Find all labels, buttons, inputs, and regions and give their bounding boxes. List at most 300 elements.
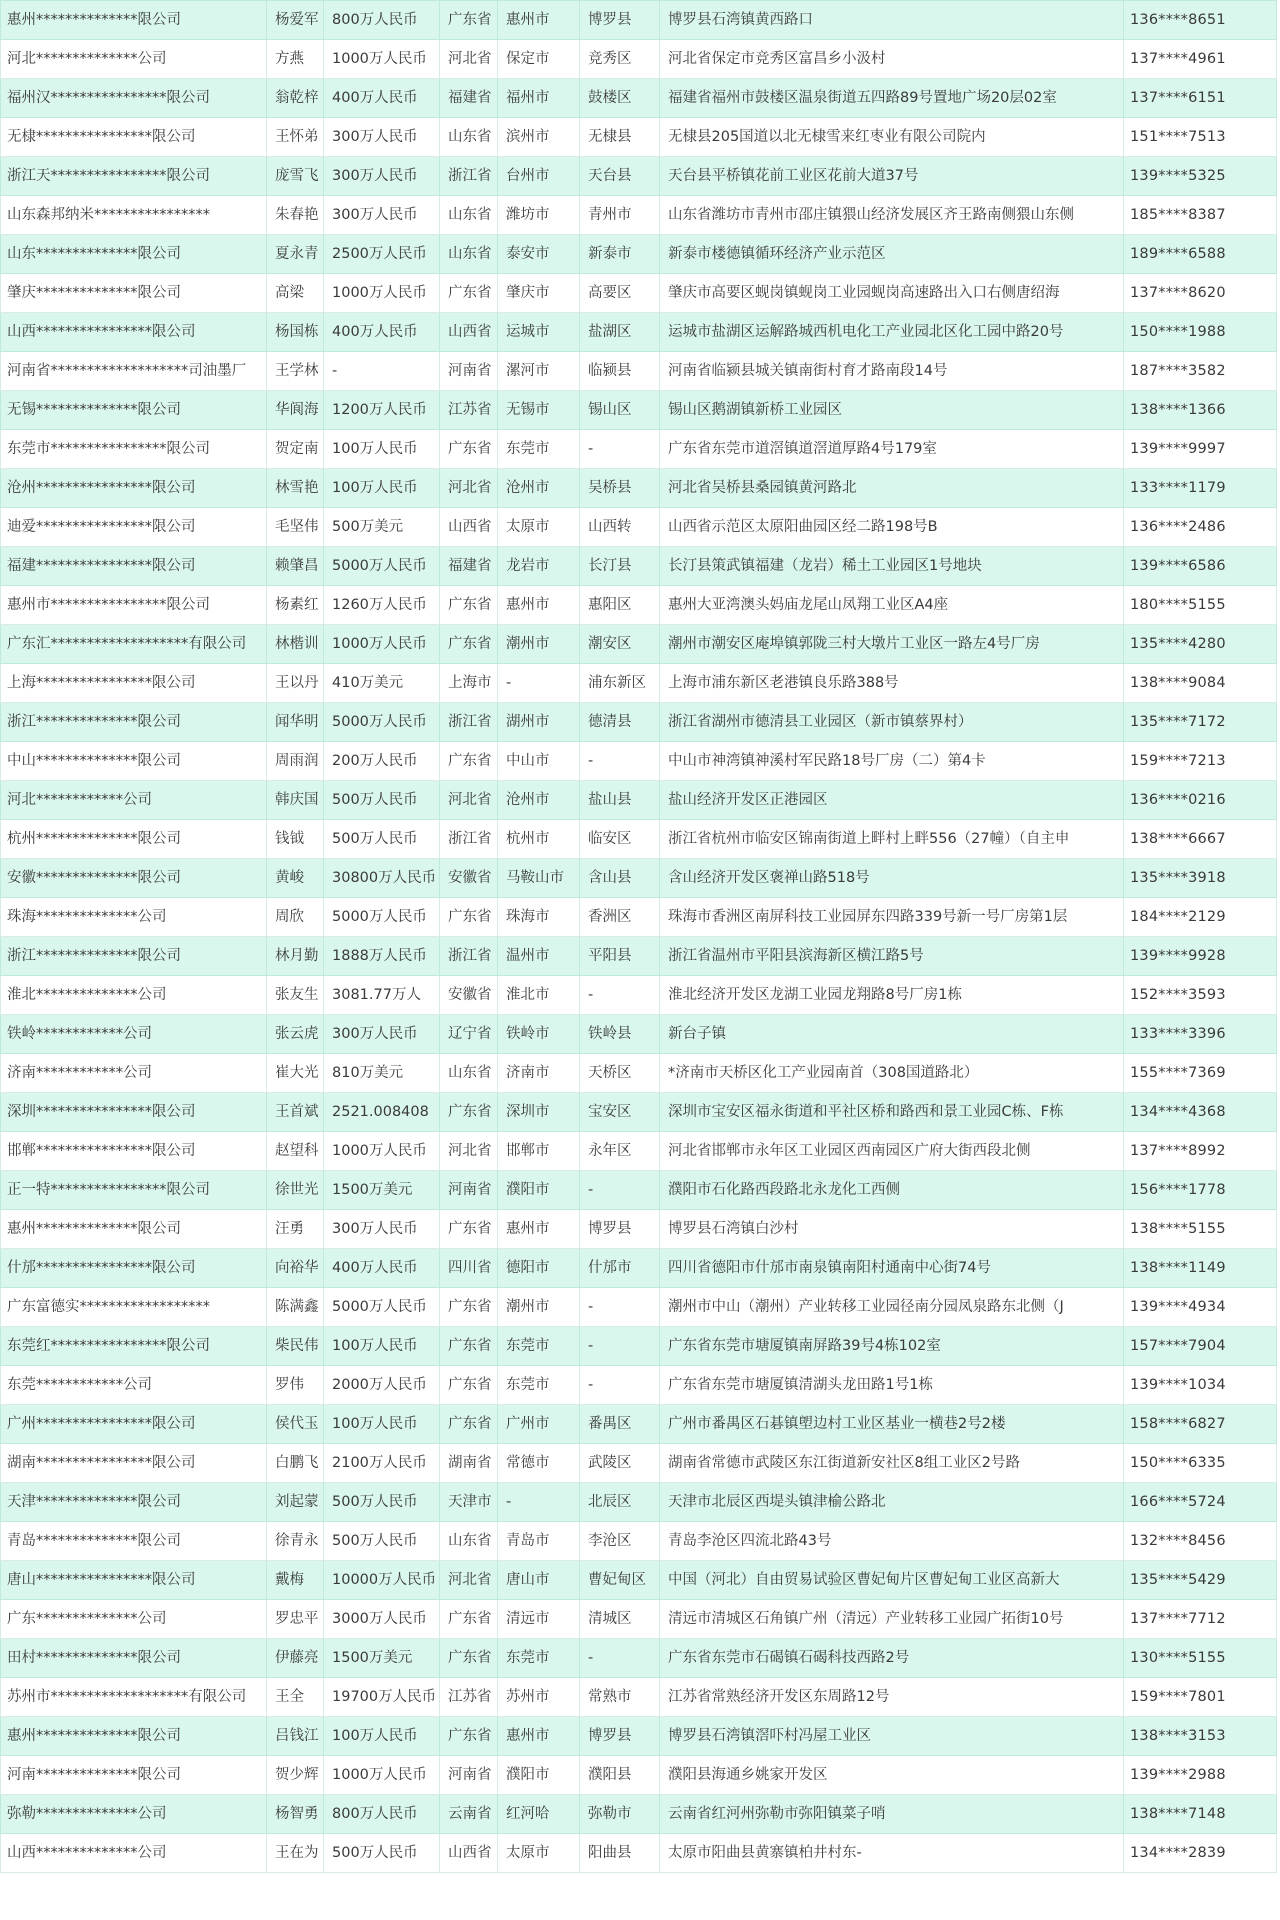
table-row[interactable] xyxy=(1,1834,1277,1873)
table-row[interactable] xyxy=(1,937,1277,976)
province-cell: 河北省 xyxy=(440,781,498,820)
address-cell: 珠海市香洲区南屏科技工业园屏东四路339号新一号厂房第1层 xyxy=(660,898,1124,937)
city-cell: 东莞市 xyxy=(498,430,580,469)
city-cell: 苏州市 xyxy=(498,1678,580,1717)
province-cell: 江苏省 xyxy=(440,391,498,430)
registered-capital-cell: 400万人民币 xyxy=(324,1249,440,1288)
phone-cell: 152****3593 xyxy=(1124,976,1277,1015)
district-cell: 宝安区 xyxy=(580,1093,660,1132)
company-name-cell: 湖南****************限公司 xyxy=(1,1444,267,1483)
company-name-cell: 中山**************限公司 xyxy=(1,742,267,781)
address-cell: 清远市清城区石角镇广州（清远）产业转移工业园广拓街10号 xyxy=(660,1600,1124,1639)
address-cell: 中国（河北）自由贸易试验区曹妃甸片区曹妃甸工业区高新大 xyxy=(660,1561,1124,1600)
province-cell: 广东省 xyxy=(440,1405,498,1444)
table-row[interactable] xyxy=(1,40,1277,79)
phone-cell: 150****1988 xyxy=(1124,313,1277,352)
table-row[interactable] xyxy=(1,196,1277,235)
phone-cell: 139****2988 xyxy=(1124,1756,1277,1795)
district-cell: 香洲区 xyxy=(580,898,660,937)
city-cell: 潮州市 xyxy=(498,625,580,664)
city-cell: 沧州市 xyxy=(498,781,580,820)
district-cell: - xyxy=(580,976,660,1015)
legal-person-cell: 韩庆国 xyxy=(267,781,324,820)
table-row[interactable] xyxy=(1,391,1277,430)
company-name-cell: 山东森邦纳米**************** xyxy=(1,196,267,235)
registered-capital-cell: 5000万人民币 xyxy=(324,898,440,937)
phone-cell: 137****4961 xyxy=(1124,40,1277,79)
legal-person-cell: 徐世光 xyxy=(267,1171,324,1210)
address-cell: 深圳市宝安区福永街道和平社区桥和路西和景工业园C栋、F栋 xyxy=(660,1093,1124,1132)
province-cell: 河北省 xyxy=(440,1132,498,1171)
registered-capital-cell: 1000万人民币 xyxy=(324,40,440,79)
city-cell: 珠海市 xyxy=(498,898,580,937)
table-row[interactable] xyxy=(1,1444,1277,1483)
legal-person-cell: 王在为 xyxy=(267,1834,324,1873)
table-row[interactable] xyxy=(1,1522,1277,1561)
company-name-cell: 铁岭************公司 xyxy=(1,1015,267,1054)
table-row[interactable] xyxy=(1,1366,1277,1405)
address-cell: 长汀县策武镇福建（龙岩）稀土工业园区1号地块 xyxy=(660,547,1124,586)
phone-cell: 135****4280 xyxy=(1124,625,1277,664)
table-row[interactable] xyxy=(1,1093,1277,1132)
address-cell: 淮北经济开发区龙湖工业园龙翔路8号厂房1栋 xyxy=(660,976,1124,1015)
phone-cell: 150****6335 xyxy=(1124,1444,1277,1483)
district-cell: 惠阳区 xyxy=(580,586,660,625)
table-row[interactable] xyxy=(1,703,1277,742)
table-row[interactable] xyxy=(1,1,1277,40)
address-cell: 含山经济开发区褒禅山路518号 xyxy=(660,859,1124,898)
city-cell: 东莞市 xyxy=(498,1327,580,1366)
company-name-cell: 东莞市****************限公司 xyxy=(1,430,267,469)
province-cell: 山东省 xyxy=(440,1054,498,1093)
district-cell: 新泰市 xyxy=(580,235,660,274)
city-cell: 东莞市 xyxy=(498,1366,580,1405)
legal-person-cell: 周雨润 xyxy=(267,742,324,781)
registered-capital-cell: 300万人民币 xyxy=(324,196,440,235)
table-row[interactable] xyxy=(1,79,1277,118)
registered-capital-cell: 5000万人民币 xyxy=(324,703,440,742)
phone-cell: 133****3396 xyxy=(1124,1015,1277,1054)
company-name-cell: 无棣****************限公司 xyxy=(1,118,267,157)
registered-capital-cell: 19700万人民币 xyxy=(324,1678,440,1717)
table-row[interactable] xyxy=(1,547,1277,586)
legal-person-cell: 林雪艳 xyxy=(267,469,324,508)
legal-person-cell: 吕钱江 xyxy=(267,1717,324,1756)
city-cell: 常德市 xyxy=(498,1444,580,1483)
phone-cell: 156****1778 xyxy=(1124,1171,1277,1210)
district-cell: 博罗县 xyxy=(580,1717,660,1756)
table-row[interactable] xyxy=(1,1288,1277,1327)
phone-cell: 185****8387 xyxy=(1124,196,1277,235)
company-name-cell: 河北************公司 xyxy=(1,781,267,820)
table-row[interactable] xyxy=(1,430,1277,469)
company-name-cell: 无锡**************限公司 xyxy=(1,391,267,430)
city-cell: 太原市 xyxy=(498,508,580,547)
district-cell: - xyxy=(580,1327,660,1366)
table-row[interactable] xyxy=(1,352,1277,391)
legal-person-cell: 华阆海 xyxy=(267,391,324,430)
province-cell: 广东省 xyxy=(440,1327,498,1366)
company-name-cell: 惠州**************限公司 xyxy=(1,1210,267,1249)
legal-person-cell: 夏永青 xyxy=(267,235,324,274)
phone-cell: 138****1149 xyxy=(1124,1249,1277,1288)
legal-person-cell: 王学林 xyxy=(267,352,324,391)
company-name-cell: 广东富德实****************** xyxy=(1,1288,267,1327)
phone-cell: 139****4934 xyxy=(1124,1288,1277,1327)
table-row[interactable] xyxy=(1,1405,1277,1444)
company-name-cell: 淮北**************公司 xyxy=(1,976,267,1015)
city-cell: 惠州市 xyxy=(498,1717,580,1756)
district-cell: 德清县 xyxy=(580,703,660,742)
company-name-cell: 东莞************公司 xyxy=(1,1366,267,1405)
table-row[interactable] xyxy=(1,508,1277,547)
district-cell: 天台县 xyxy=(580,157,660,196)
city-cell: 台州市 xyxy=(498,157,580,196)
province-cell: 河南省 xyxy=(440,1171,498,1210)
table-row[interactable] xyxy=(1,157,1277,196)
legal-person-cell: 方燕 xyxy=(267,40,324,79)
legal-person-cell: 罗忠平 xyxy=(267,1600,324,1639)
company-name-cell: 广州****************限公司 xyxy=(1,1405,267,1444)
table-row[interactable] xyxy=(1,820,1277,859)
registered-capital-cell: 10000万人民币 xyxy=(324,1561,440,1600)
registered-capital-cell: 3000万人民币 xyxy=(324,1600,440,1639)
province-cell: 辽宁省 xyxy=(440,1015,498,1054)
table-row[interactable] xyxy=(1,1483,1277,1522)
district-cell: 平阳县 xyxy=(580,937,660,976)
company-name-cell: 青岛**************限公司 xyxy=(1,1522,267,1561)
table-row[interactable] xyxy=(1,859,1277,898)
registered-capital-cell: - xyxy=(324,352,440,391)
registered-capital-cell: 1000万人民币 xyxy=(324,1132,440,1171)
table-row[interactable] xyxy=(1,1756,1277,1795)
legal-person-cell: 周欣 xyxy=(267,898,324,937)
city-cell: 太原市 xyxy=(498,1834,580,1873)
district-cell: 天桥区 xyxy=(580,1054,660,1093)
city-cell: - xyxy=(498,1483,580,1522)
district-cell: 竞秀区 xyxy=(580,40,660,79)
phone-cell: 151****7513 xyxy=(1124,118,1277,157)
city-cell: 濮阳市 xyxy=(498,1756,580,1795)
address-cell: 广州市番禺区石碁镇塱边村工业区基业一横巷2号2楼 xyxy=(660,1405,1124,1444)
district-cell: 铁岭县 xyxy=(580,1015,660,1054)
province-cell: 山东省 xyxy=(440,1522,498,1561)
table-row[interactable] xyxy=(1,1171,1277,1210)
city-cell: 无锡市 xyxy=(498,391,580,430)
district-cell: 含山县 xyxy=(580,859,660,898)
province-cell: 广东省 xyxy=(440,898,498,937)
company-name-cell: 唐山****************限公司 xyxy=(1,1561,267,1600)
phone-cell: 138****3153 xyxy=(1124,1717,1277,1756)
registered-capital-cell: 300万人民币 xyxy=(324,157,440,196)
company-name-cell: 河南省*******************司油墨厂 xyxy=(1,352,267,391)
table-row[interactable] xyxy=(1,664,1277,703)
city-cell: 邯郸市 xyxy=(498,1132,580,1171)
legal-person-cell: 赖肇昌 xyxy=(267,547,324,586)
address-cell: 福建省福州市鼓楼区温泉街道五四路89号置地广场20层02室 xyxy=(660,79,1124,118)
legal-person-cell: 侯代玉 xyxy=(267,1405,324,1444)
registered-capital-cell: 2100万人民币 xyxy=(324,1444,440,1483)
province-cell: 广东省 xyxy=(440,1639,498,1678)
table-row[interactable] xyxy=(1,313,1277,352)
district-cell: 北辰区 xyxy=(580,1483,660,1522)
district-cell: 什邡市 xyxy=(580,1249,660,1288)
district-cell: 锡山区 xyxy=(580,391,660,430)
company-name-cell: 正一特****************限公司 xyxy=(1,1171,267,1210)
city-cell: 惠州市 xyxy=(498,1,580,40)
district-cell: 常熟市 xyxy=(580,1678,660,1717)
district-cell: 浦东新区 xyxy=(580,664,660,703)
city-cell: 濮阳市 xyxy=(498,1171,580,1210)
legal-person-cell: 张友生 xyxy=(267,976,324,1015)
table-row[interactable] xyxy=(1,118,1277,157)
address-cell: 无棣县205国道以北无棣雪来红枣业有限公司院内 xyxy=(660,118,1124,157)
district-cell: - xyxy=(580,742,660,781)
legal-person-cell: 王以丹 xyxy=(267,664,324,703)
company-name-cell: 惠州**************限公司 xyxy=(1,1717,267,1756)
registered-capital-cell: 5000万人民币 xyxy=(324,1288,440,1327)
table-row[interactable] xyxy=(1,1054,1277,1093)
province-cell: 广东省 xyxy=(440,1093,498,1132)
address-cell: 山东省潍坊市青州市邵庄镇猥山经济发展区齐王路南侧猥山东侧 xyxy=(660,196,1124,235)
legal-person-cell: 林月勤 xyxy=(267,937,324,976)
city-cell: 东莞市 xyxy=(498,1639,580,1678)
registered-capital-cell: 500万人民币 xyxy=(324,1483,440,1522)
company-name-cell: 浙江**************限公司 xyxy=(1,937,267,976)
address-cell: 天津市北辰区西堤头镇津榆公路北 xyxy=(660,1483,1124,1522)
city-cell: 济南市 xyxy=(498,1054,580,1093)
legal-person-cell: 翁乾梓 xyxy=(267,79,324,118)
address-cell: 广东省东莞市道滘镇道滘道厚路4号179室 xyxy=(660,430,1124,469)
company-name-cell: 沧州****************限公司 xyxy=(1,469,267,508)
table-row[interactable] xyxy=(1,1795,1277,1834)
registered-capital-cell: 2000万人民币 xyxy=(324,1366,440,1405)
registered-capital-cell: 300万人民币 xyxy=(324,1015,440,1054)
registered-capital-cell: 2500万人民币 xyxy=(324,235,440,274)
address-cell: 濮阳县海通乡姚家开发区 xyxy=(660,1756,1124,1795)
address-cell: 江苏省常熟经济开发区东周路12号 xyxy=(660,1678,1124,1717)
city-cell: 清远市 xyxy=(498,1600,580,1639)
province-cell: 广东省 xyxy=(440,1,498,40)
table-row[interactable] xyxy=(1,1639,1277,1678)
phone-cell: 184****2129 xyxy=(1124,898,1277,937)
phone-cell: 130****5155 xyxy=(1124,1639,1277,1678)
district-cell: - xyxy=(580,1171,660,1210)
city-cell: 青岛市 xyxy=(498,1522,580,1561)
phone-cell: 134****2839 xyxy=(1124,1834,1277,1873)
registered-capital-cell: 1000万人民币 xyxy=(324,1756,440,1795)
legal-person-cell: 杨国栋 xyxy=(267,313,324,352)
address-cell: 太原市阳曲县黄寨镇柏井村东- xyxy=(660,1834,1124,1873)
company-name-cell: 天津**************限公司 xyxy=(1,1483,267,1522)
province-cell: 广东省 xyxy=(440,1717,498,1756)
district-cell: 青州市 xyxy=(580,196,660,235)
table-row[interactable] xyxy=(1,625,1277,664)
table-row[interactable] xyxy=(1,1249,1277,1288)
city-cell: 马鞍山市 xyxy=(498,859,580,898)
phone-cell: 133****1179 xyxy=(1124,469,1277,508)
registered-capital-cell: 1000万人民币 xyxy=(324,274,440,313)
phone-cell: 135****7172 xyxy=(1124,703,1277,742)
address-cell: 潮州市潮安区庵埠镇郭陇三村大墩片工业区一路左4号厂房 xyxy=(660,625,1124,664)
registered-capital-cell: 100万人民币 xyxy=(324,469,440,508)
phone-cell: 166****5724 xyxy=(1124,1483,1277,1522)
legal-person-cell: 高梁 xyxy=(267,274,324,313)
table-row[interactable] xyxy=(1,742,1277,781)
district-cell: 弥勒市 xyxy=(580,1795,660,1834)
registered-capital-cell: 100万人民币 xyxy=(324,1405,440,1444)
legal-person-cell: 白鹏飞 xyxy=(267,1444,324,1483)
city-cell: 德阳市 xyxy=(498,1249,580,1288)
legal-person-cell: 戴梅 xyxy=(267,1561,324,1600)
table-row[interactable] xyxy=(1,1561,1277,1600)
registered-capital-cell: 400万人民币 xyxy=(324,79,440,118)
city-cell: 福州市 xyxy=(498,79,580,118)
province-cell: 山西省 xyxy=(440,1834,498,1873)
table-row[interactable] xyxy=(1,1717,1277,1756)
city-cell: 温州市 xyxy=(498,937,580,976)
registered-capital-cell: 1500万美元 xyxy=(324,1171,440,1210)
district-cell: 博罗县 xyxy=(580,1210,660,1249)
province-cell: 山西省 xyxy=(440,508,498,547)
district-cell: 盐山县 xyxy=(580,781,660,820)
table-row[interactable] xyxy=(1,898,1277,937)
province-cell: 福建省 xyxy=(440,79,498,118)
company-name-cell: 肇庆**************限公司 xyxy=(1,274,267,313)
phone-cell: 137****6151 xyxy=(1124,79,1277,118)
legal-person-cell: 贺定南 xyxy=(267,430,324,469)
table-row[interactable] xyxy=(1,274,1277,313)
legal-person-cell: 朱春艳 xyxy=(267,196,324,235)
province-cell: 四川省 xyxy=(440,1249,498,1288)
table-row[interactable] xyxy=(1,1132,1277,1171)
phone-cell: 138****6667 xyxy=(1124,820,1277,859)
province-cell: 广东省 xyxy=(440,742,498,781)
table-row[interactable] xyxy=(1,976,1277,1015)
city-cell: 杭州市 xyxy=(498,820,580,859)
province-cell: 浙江省 xyxy=(440,703,498,742)
district-cell: 清城区 xyxy=(580,1600,660,1639)
phone-cell: 138****5155 xyxy=(1124,1210,1277,1249)
table-row[interactable] xyxy=(1,1678,1277,1717)
province-cell: 山东省 xyxy=(440,196,498,235)
district-cell: 武陵区 xyxy=(580,1444,660,1483)
table-row[interactable] xyxy=(1,586,1277,625)
table-row[interactable] xyxy=(1,469,1277,508)
district-cell: 潮安区 xyxy=(580,625,660,664)
phone-cell: 180****5155 xyxy=(1124,586,1277,625)
table-row[interactable] xyxy=(1,1600,1277,1639)
registered-capital-cell: 100万人民币 xyxy=(324,430,440,469)
city-cell: 潮州市 xyxy=(498,1288,580,1327)
registered-capital-cell: 1000万人民币 xyxy=(324,625,440,664)
company-name-cell: 惠州市****************限公司 xyxy=(1,586,267,625)
table-row[interactable] xyxy=(1,235,1277,274)
registered-capital-cell: 810万美元 xyxy=(324,1054,440,1093)
legal-person-cell: 汪勇 xyxy=(267,1210,324,1249)
district-cell: 曹妃甸区 xyxy=(580,1561,660,1600)
address-cell: 锡山区鹅湖镇新桥工业园区 xyxy=(660,391,1124,430)
company-name-cell: 浙江**************限公司 xyxy=(1,703,267,742)
registered-capital-cell: 500万人民币 xyxy=(324,820,440,859)
registered-capital-cell: 800万人民币 xyxy=(324,1,440,40)
district-cell: - xyxy=(580,1366,660,1405)
phone-cell: 189****6588 xyxy=(1124,235,1277,274)
table-row[interactable] xyxy=(1,1015,1277,1054)
phone-cell: 139****1034 xyxy=(1124,1366,1277,1405)
province-cell: 河北省 xyxy=(440,1561,498,1600)
phone-cell: 157****7904 xyxy=(1124,1327,1277,1366)
registered-capital-cell: 30800万人民币 xyxy=(324,859,440,898)
table-row[interactable] xyxy=(1,781,1277,820)
phone-cell: 136****8651 xyxy=(1124,1,1277,40)
address-cell: 浙江省温州市平阳县滨海新区横江路5号 xyxy=(660,937,1124,976)
address-cell: 潮州市中山（潮州）产业转移工业园径南分园凤泉路东北侧（J xyxy=(660,1288,1124,1327)
address-cell: 浙江省杭州市临安区锦南街道上畔村上畔556（27幢）（自主申 xyxy=(660,820,1124,859)
city-cell: 保定市 xyxy=(498,40,580,79)
province-cell: 湖南省 xyxy=(440,1444,498,1483)
legal-person-cell: 杨素红 xyxy=(267,586,324,625)
province-cell: 河南省 xyxy=(440,352,498,391)
legal-person-cell: 刘起蒙 xyxy=(267,1483,324,1522)
company-name-cell: 深圳****************限公司 xyxy=(1,1093,267,1132)
legal-person-cell: 张云虎 xyxy=(267,1015,324,1054)
district-cell: 番禺区 xyxy=(580,1405,660,1444)
district-cell: 长汀县 xyxy=(580,547,660,586)
city-cell: 深圳市 xyxy=(498,1093,580,1132)
table-row[interactable] xyxy=(1,1327,1277,1366)
province-cell: 河南省 xyxy=(440,1756,498,1795)
phone-cell: 132****8456 xyxy=(1124,1522,1277,1561)
address-cell: 博罗县石湾镇滘吓村冯屋工业区 xyxy=(660,1717,1124,1756)
legal-person-cell: 赵望科 xyxy=(267,1132,324,1171)
city-cell: 运城市 xyxy=(498,313,580,352)
phone-cell: 155****7369 xyxy=(1124,1054,1277,1093)
company-name-cell: 浙江天****************限公司 xyxy=(1,157,267,196)
province-cell: 广东省 xyxy=(440,1600,498,1639)
legal-person-cell: 罗伟 xyxy=(267,1366,324,1405)
address-cell: 云南省红河州弥勒市弥阳镇菜子哨 xyxy=(660,1795,1124,1834)
address-cell: 四川省德阳市什邡市南泉镇南阳村通南中心街74号 xyxy=(660,1249,1124,1288)
phone-cell: 135****5429 xyxy=(1124,1561,1277,1600)
district-cell: 博罗县 xyxy=(580,1,660,40)
province-cell: 浙江省 xyxy=(440,937,498,976)
city-cell: 漯河市 xyxy=(498,352,580,391)
city-cell: - xyxy=(498,664,580,703)
company-name-cell: 山西****************限公司 xyxy=(1,313,267,352)
company-name-cell: 邯郸****************限公司 xyxy=(1,1132,267,1171)
district-cell: 吴桥县 xyxy=(580,469,660,508)
company-name-cell: 广东汇*******************有限公司 xyxy=(1,625,267,664)
city-cell: 广州市 xyxy=(498,1405,580,1444)
phone-cell: 139****5325 xyxy=(1124,157,1277,196)
phone-cell: 139****9928 xyxy=(1124,937,1277,976)
legal-person-cell: 伊藤亮 xyxy=(267,1639,324,1678)
registered-capital-cell: 300万人民币 xyxy=(324,1210,440,1249)
registered-capital-cell: 200万人民币 xyxy=(324,742,440,781)
district-cell: 山西转 xyxy=(580,508,660,547)
company-name-cell: 迪爱****************限公司 xyxy=(1,508,267,547)
registered-capital-cell: 800万人民币 xyxy=(324,1795,440,1834)
address-cell: 广东省东莞市塘厦镇南屏路39号4栋102室 xyxy=(660,1327,1124,1366)
phone-cell: 138****1366 xyxy=(1124,391,1277,430)
phone-cell: 139****9997 xyxy=(1124,430,1277,469)
legal-person-cell: 林楷训 xyxy=(267,625,324,664)
company-name-cell: 河北**************公司 xyxy=(1,40,267,79)
address-cell: 浙江省湖州市德清县工业园区（新市镇蔡界村） xyxy=(660,703,1124,742)
company-name-cell: 惠州**************限公司 xyxy=(1,1,267,40)
table-row[interactable] xyxy=(1,1210,1277,1249)
